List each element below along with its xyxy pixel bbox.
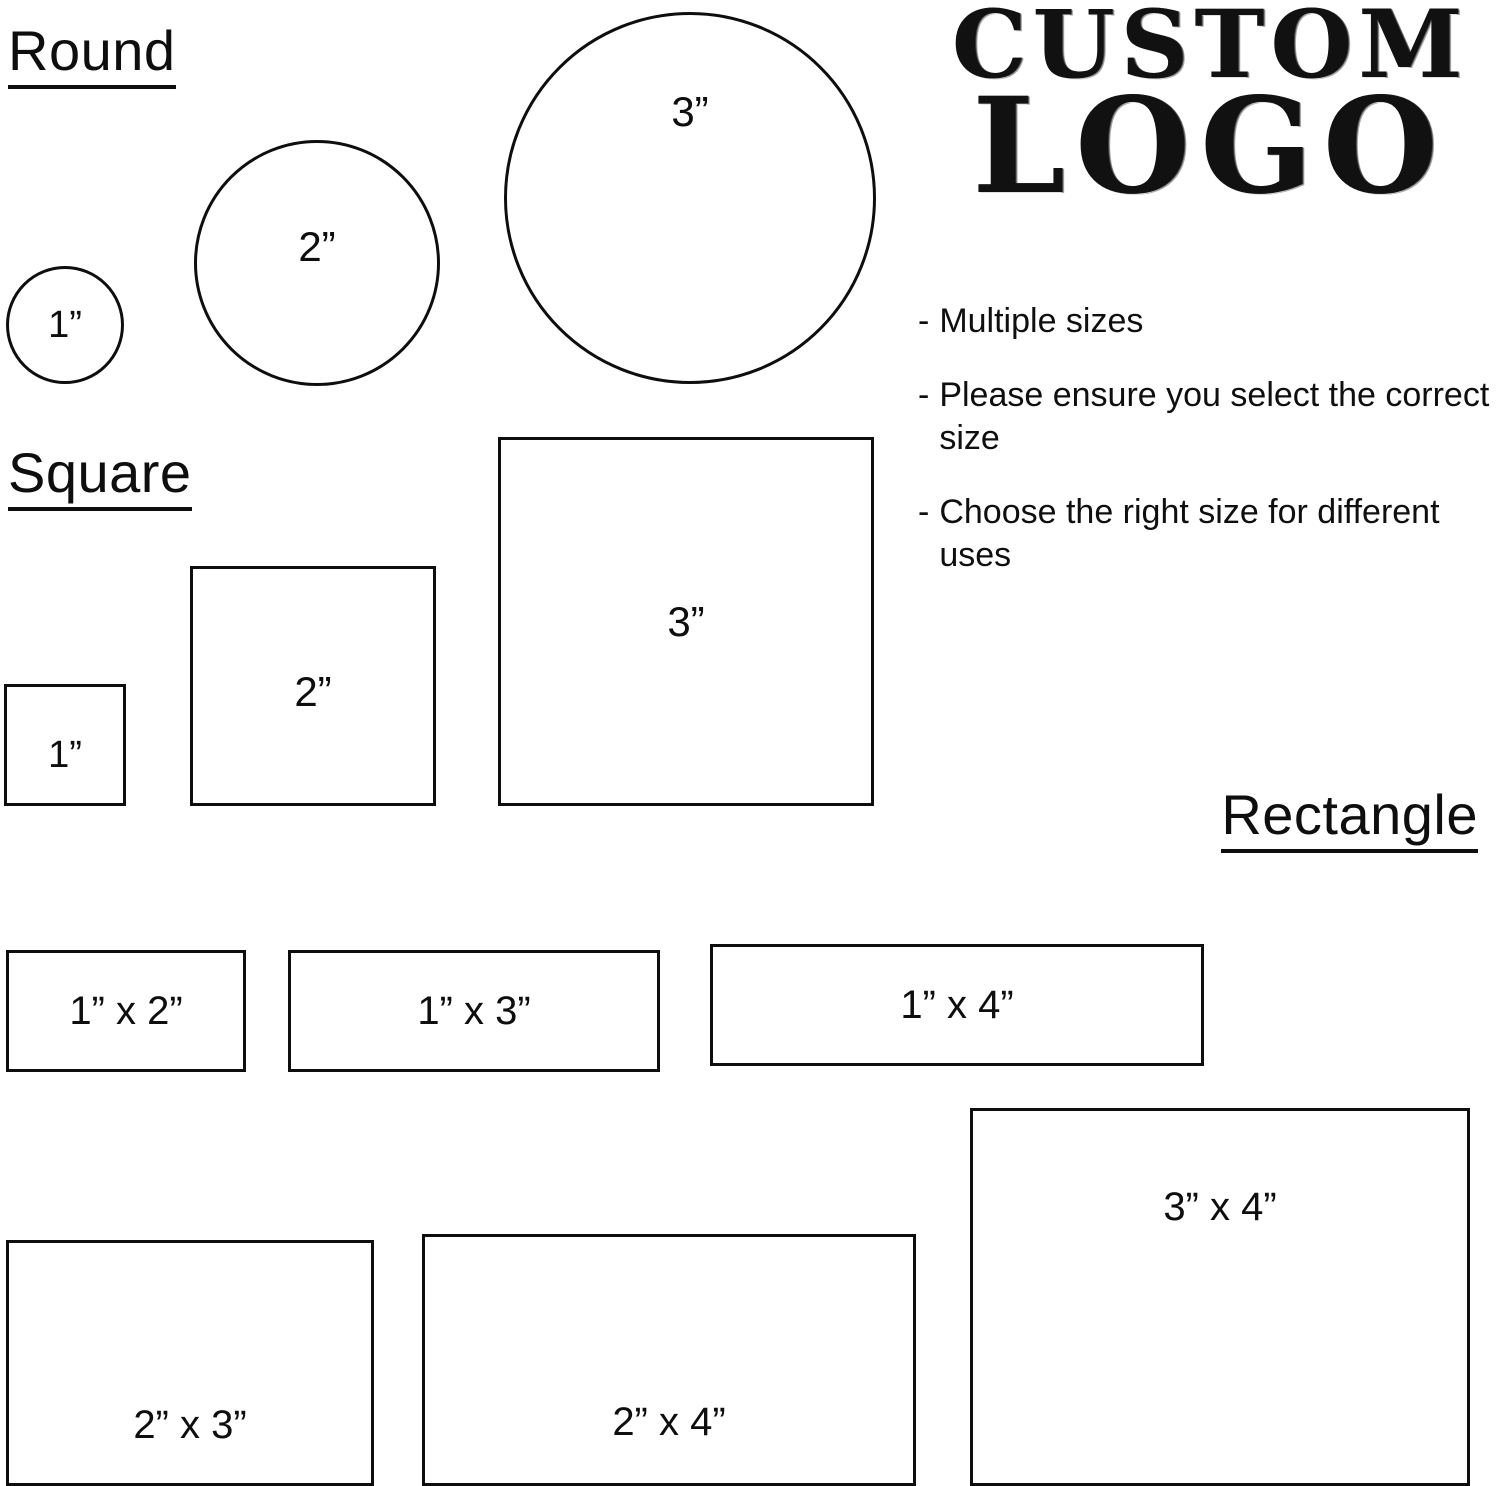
note-text-3: Choose the right size for different uses — [939, 492, 1440, 575]
square-swatch-2in[interactable] — [190, 566, 436, 806]
square-swatch-1in-label: 1” — [48, 734, 82, 776]
section-heading-square: Square — [8, 444, 192, 511]
square-swatch-3in[interactable] — [498, 437, 874, 806]
rect-swatch-3x4-label: 3” x 4” — [1163, 1185, 1277, 1229]
custom-logo-line-2: LOGO — [972, 69, 1448, 225]
round-swatch-3in[interactable] — [504, 12, 876, 384]
rect-swatch-2x3-label: 2” x 3” — [133, 1403, 247, 1447]
note-dash-3: - — [918, 492, 930, 531]
notes-list — [918, 300, 1498, 608]
custom-logo-line-1: CUSTOM — [951, 0, 1469, 100]
rect-swatch-2x4[interactable] — [422, 1234, 916, 1486]
rect-swatch-1x2[interactable] — [6, 950, 246, 1072]
rect-swatch-1x3-label: 1” x 3” — [417, 989, 531, 1033]
rect-swatch-2x4-label: 2” x 4” — [612, 1400, 726, 1444]
note-item-1 — [918, 300, 1498, 344]
round-swatch-2in-label: 2” — [298, 223, 336, 270]
note-dash-2: - — [918, 375, 930, 414]
square-swatch-3in-label: 3” — [667, 597, 705, 645]
round-swatch-1in-label: 1” — [48, 304, 82, 346]
round-swatch-1in[interactable] — [6, 266, 124, 384]
square-swatch-2in-label: 2” — [294, 668, 332, 715]
note-dash-1: - — [918, 302, 930, 340]
rect-swatch-3x4[interactable] — [970, 1108, 1470, 1486]
square-swatch-1in[interactable] — [4, 684, 126, 806]
section-heading-round: Round — [8, 22, 176, 89]
rect-swatch-1x3[interactable] — [288, 950, 660, 1072]
custom-logo-placeholder — [930, 0, 1490, 225]
note-text-1: Multiple sizes — [939, 302, 1144, 340]
note-item-3 — [918, 491, 1498, 578]
note-item-2 — [918, 374, 1498, 461]
round-swatch-2in[interactable] — [194, 140, 440, 386]
section-heading-rectangle: Rectangle — [1221, 786, 1478, 853]
rect-swatch-1x4[interactable] — [710, 944, 1204, 1066]
rect-swatch-1x2-label: 1” x 2” — [69, 989, 183, 1033]
note-text-2: Please ensure you select the correct size — [939, 375, 1490, 458]
rect-swatch-2x3[interactable] — [6, 1240, 374, 1486]
rect-swatch-1x4-label: 1” x 4” — [900, 983, 1014, 1027]
round-swatch-3in-label: 3” — [671, 88, 709, 135]
